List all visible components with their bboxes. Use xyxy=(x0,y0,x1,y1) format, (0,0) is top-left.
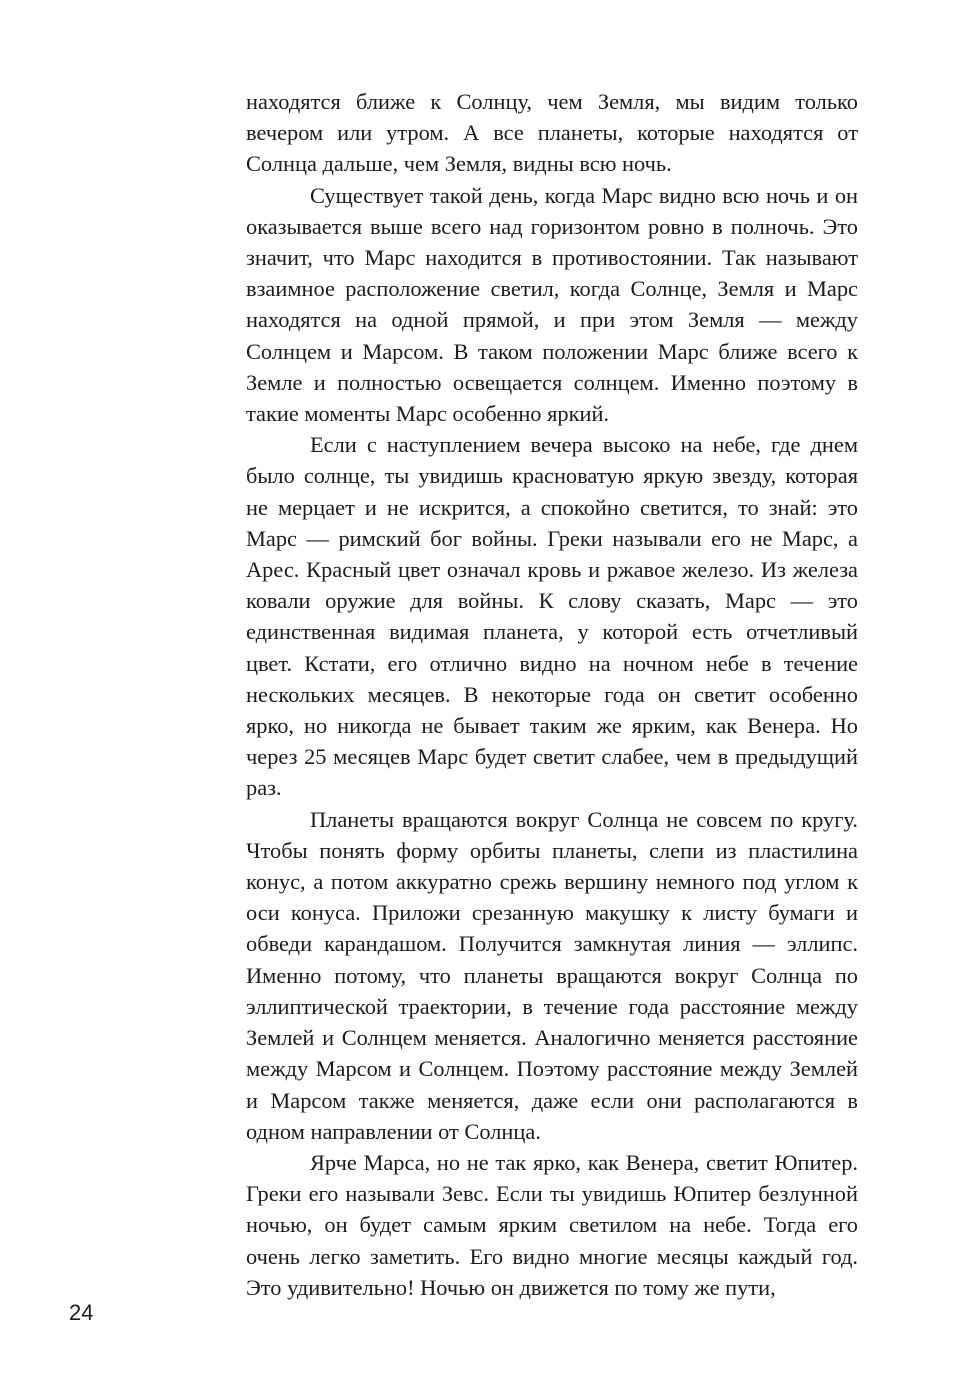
paragraph-elliptical-orbits: Планеты вращаются вокруг Солнца не совсем по кругу. Чтобы понять форму орбиты планеты, слепи из пластилина конус, а потом аккуратно срежь вершину немного под углом к оси конуса. Приложи срезанную макушку к листу бумаги и обведи карандашом. Получится замкнутая линия — эллипс. Именно потому, что планеты вращаются вокруг Солнца по эллиптической траектории, в течение года расстояние между Землей и Солнцем меняется. Аналогично меняется расстояние между Марсом и Солнцем. Поэтому расстояние между Землей и Марсом также меняется, даже если они располагаются в одном направлении от Солнца. xyxy=(246,806,858,1144)
body-text xyxy=(246,86,858,1303)
page-number: 24 xyxy=(69,1300,94,1325)
paragraph-continuation: находятся ближе к Солнцу, чем Земля, мы видим только вечером или утром. А все планеты, которые находятся от Солнца дальше, чем Земля, видны всю ночь. xyxy=(246,89,858,177)
paragraph-mars-opposition: Существует такой день, когда Марс видно всю ночь и он оказывается выше всего над горизонтом ровно в полночь. Это значит, что Марс находится в противостоянии. Так называют взаимное расположение светил, когда Солнце, Земля и Марс находятся на одной прямой, и при этом Земля — между Солнцем и Марсом. В таком положении Марс ближе всего к Земле и полностью освещается солнцем. Именно поэтому в такие моменты Марс особенно яркий. xyxy=(246,182,858,427)
paragraph-jupiter: Ярче Марса, но не так ярко, как Венера, светит Юпитер. Греки его называли Зевс. Если ты увидишь Юпитер безлунной ночью, он будет самым ярким светилом на небе. Тогда его очень легко заметить. Его видно многие месяцы каждый год. Это удивительно! Ночью он движется по тому же пути, xyxy=(246,1149,858,1300)
paragraph-mars-color: Если с наступлением вечера высоко на небе, где днем было солнце, ты увидишь красноватую яркую звезду, которая не мерцает и не искрится, а спокойно светится, то знай: это Марс — римский бог войны. Греки называли его не Марс, а Арес. Красный цвет означал кровь и ржавое железо. Из железа ковали оружие для войны. К слову сказать, Марс — это единственная видимая планета, у которой есть отчетливый цвет. Кстати, его отлично видно на ночном небе в течение нескольких месяцев. В некоторые года он светит особенно ярко, но никогда не бывает таким же ярким, как Венера. Но через 25 месяцев Марс будет светит слабее, чем в предыдущий раз. xyxy=(246,432,858,801)
